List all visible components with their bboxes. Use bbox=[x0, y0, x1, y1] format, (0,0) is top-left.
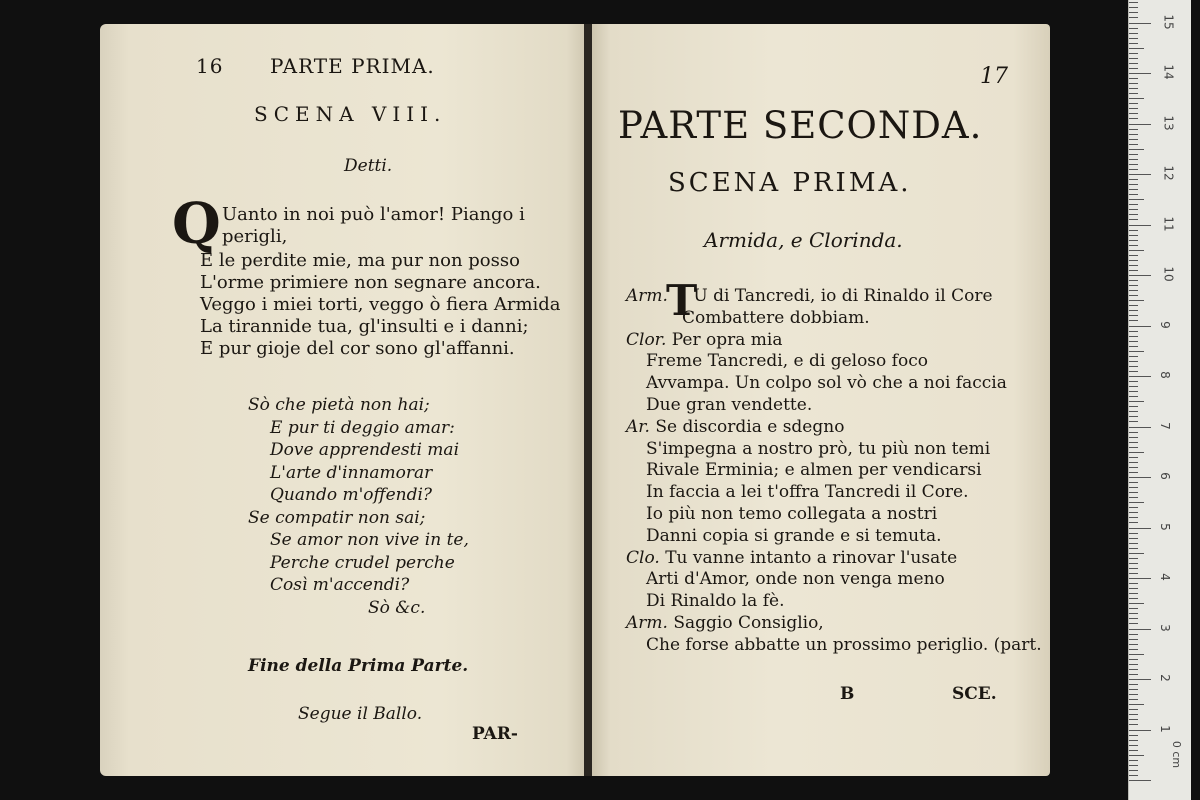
end-of-part-note: Fine della Prima Parte. bbox=[248, 656, 469, 676]
ruler-tick bbox=[1129, 154, 1138, 155]
ruler-tick bbox=[1129, 108, 1138, 109]
ruler-tick bbox=[1129, 295, 1138, 296]
ruler-tick bbox=[1129, 113, 1138, 114]
ruler-tick bbox=[1129, 401, 1144, 402]
dialogue-line bbox=[626, 439, 1042, 461]
ruler-tick bbox=[1129, 608, 1138, 609]
open-book bbox=[100, 24, 1052, 776]
ruler-tick bbox=[1129, 730, 1151, 731]
ruler-tick bbox=[1129, 704, 1144, 705]
ruler-tick bbox=[1129, 735, 1138, 736]
ruler-tick bbox=[1129, 149, 1144, 150]
ruler-tick bbox=[1129, 745, 1138, 746]
speaker-label: Clor. bbox=[626, 329, 672, 350]
speaker-label: Arm. bbox=[626, 286, 674, 306]
dialogue-line bbox=[626, 591, 1042, 613]
ruler-tick bbox=[1129, 219, 1138, 220]
dialogue-text: Arti d'Amor, onde non venga meno bbox=[646, 569, 945, 590]
aria-line: Dove apprendesti mai bbox=[270, 440, 460, 460]
ruler-tick bbox=[1129, 386, 1138, 387]
aria-line: Se compatir non sai; bbox=[248, 507, 426, 528]
ruler-number: 1 bbox=[1157, 724, 1172, 733]
ruler-number: 2 bbox=[1157, 674, 1172, 682]
ruler-tick bbox=[1129, 214, 1138, 215]
ruler-number: 5 bbox=[1157, 522, 1172, 531]
ruler-tick bbox=[1129, 290, 1138, 291]
ruler-tick bbox=[1129, 760, 1138, 761]
ruler-tick bbox=[1129, 194, 1138, 195]
ruler-tick bbox=[1129, 336, 1138, 337]
ruler-tick bbox=[1129, 235, 1138, 236]
ruler-tick bbox=[1129, 78, 1138, 79]
ruler-tick bbox=[1129, 487, 1138, 488]
dialogue-text: Due gran vendette. bbox=[646, 394, 813, 415]
ruler-tick bbox=[1129, 53, 1138, 54]
ruler-tick bbox=[1129, 512, 1138, 513]
ruler-tick bbox=[1129, 724, 1138, 725]
ruler-number: 10 bbox=[1161, 266, 1176, 282]
aria-line: Se amor non vive in te, bbox=[270, 530, 469, 550]
verse-block bbox=[200, 250, 561, 360]
ruler-tick bbox=[1129, 593, 1138, 594]
ruler-tick bbox=[1129, 169, 1138, 170]
ruler-tick bbox=[1129, 48, 1144, 49]
ruler-tick bbox=[1129, 563, 1138, 564]
ruler-tick bbox=[1129, 755, 1144, 756]
ruler-tick bbox=[1129, 356, 1138, 357]
ruler-tick bbox=[1129, 391, 1138, 392]
ruler-tick bbox=[1129, 341, 1138, 342]
ruler-tick bbox=[1129, 634, 1138, 635]
aria-line: L'arte d'innamorar bbox=[270, 462, 433, 483]
ruler-tick bbox=[1129, 442, 1138, 443]
ruler-number: 6 bbox=[1157, 472, 1172, 480]
speaker-label: Clo. bbox=[626, 547, 666, 568]
dialogue-text: U di Tancredi, io di Rinaldo il Core bbox=[693, 286, 993, 306]
ruler-tick bbox=[1129, 573, 1138, 574]
ruler-tick bbox=[1129, 649, 1138, 650]
dialogue-line bbox=[626, 635, 1042, 657]
dialogue-line bbox=[626, 351, 1042, 373]
ruler-tick bbox=[1129, 189, 1138, 190]
ruler-tick bbox=[1129, 714, 1138, 715]
ruler-number: 15 bbox=[1161, 13, 1176, 30]
ruler-tick bbox=[1129, 93, 1138, 94]
dialogue-line bbox=[626, 373, 1042, 395]
dialogue-text: Freme Tancredi, e di geloso foco bbox=[646, 351, 928, 372]
ruler-tick bbox=[1129, 775, 1138, 776]
part-title: PARTE SECONDA. bbox=[618, 104, 983, 147]
dialogue-text: Che forse abbatte un prossimo periglio. (part. bbox=[646, 634, 1042, 655]
ruler-tick bbox=[1129, 134, 1138, 135]
ruler-tick bbox=[1129, 467, 1138, 468]
dialogue-line bbox=[626, 548, 1042, 570]
left-page-number: 16 bbox=[196, 54, 224, 78]
ruler-tick bbox=[1129, 270, 1138, 271]
ruler-tick bbox=[1129, 58, 1138, 59]
ruler-tick bbox=[1129, 548, 1138, 549]
ruler-tick bbox=[1129, 664, 1138, 665]
ruler-tick bbox=[1129, 416, 1138, 417]
ruler-tick bbox=[1129, 629, 1151, 630]
ruler-tick bbox=[1129, 709, 1138, 710]
ruler-tick bbox=[1129, 17, 1138, 18]
ruler-tick bbox=[1129, 654, 1144, 655]
ruler-tick bbox=[1129, 689, 1138, 690]
ruler-tick bbox=[1129, 366, 1138, 367]
ruler-number: 3 bbox=[1157, 623, 1172, 632]
right-page bbox=[592, 24, 1050, 776]
ruler-tick bbox=[1129, 447, 1138, 448]
ruler-tick bbox=[1129, 28, 1138, 29]
ruler-tick bbox=[1129, 533, 1138, 534]
verse-line: E pur gioje del cor sono gl'affanni. bbox=[200, 338, 515, 359]
ruler-tick bbox=[1129, 583, 1138, 584]
ruler-tick bbox=[1129, 305, 1138, 306]
ruler-tick bbox=[1129, 411, 1138, 412]
ruler-tick bbox=[1129, 427, 1151, 428]
dialogue-block bbox=[626, 276, 1042, 657]
right-scene-title: SCENA PRIMA. bbox=[668, 168, 912, 198]
right-catchword: SCE. bbox=[952, 684, 997, 704]
ruler-tick bbox=[1129, 522, 1138, 523]
aria-line: Sò &c. bbox=[368, 597, 426, 618]
speaker-label: Ar. bbox=[626, 416, 656, 437]
dialogue-drop-cap: T bbox=[666, 276, 698, 325]
ruler-number: 13 bbox=[1161, 114, 1176, 131]
ruler-tick bbox=[1129, 225, 1151, 226]
ruler-tick bbox=[1129, 543, 1138, 544]
ruler-tick bbox=[1129, 603, 1144, 604]
ruler-tick bbox=[1129, 12, 1138, 13]
verse-line-first: Uanto in noi può l'amor! Piango i bbox=[222, 204, 525, 225]
ruler-tick bbox=[1129, 770, 1138, 771]
ruler-tick bbox=[1129, 381, 1138, 382]
ruler-tick bbox=[1129, 482, 1138, 483]
ruler-tick bbox=[1129, 472, 1138, 473]
ruler-tick bbox=[1129, 98, 1144, 99]
dialogue-line bbox=[626, 330, 1042, 352]
ruler-tick bbox=[1129, 421, 1138, 422]
ruler-tick bbox=[1129, 63, 1138, 64]
ruler-tick bbox=[1129, 139, 1138, 140]
aria-line: E pur ti deggio amar: bbox=[270, 417, 455, 438]
ruler-number: 8 bbox=[1157, 371, 1172, 379]
ruler-tick bbox=[1129, 578, 1151, 579]
ruler-tick bbox=[1129, 694, 1138, 695]
ruler-tick bbox=[1129, 644, 1138, 645]
ruler-tick bbox=[1129, 88, 1138, 89]
verse-line: La tirannide tua, gl'insulti e i danni; bbox=[200, 316, 529, 337]
ruler-tick bbox=[1129, 674, 1138, 675]
verse-line: E le perdite mie, ma pur non posso bbox=[200, 250, 520, 271]
ruler-tick bbox=[1129, 83, 1138, 84]
ruler-tick bbox=[1129, 396, 1138, 397]
ruler-tick bbox=[1129, 623, 1138, 624]
ruler-tick bbox=[1129, 43, 1138, 44]
ruler-tick bbox=[1129, 280, 1138, 281]
ruler-tick bbox=[1129, 204, 1138, 205]
dialogue-line bbox=[626, 613, 1042, 635]
ruler-tick bbox=[1129, 320, 1138, 321]
ruler-tick bbox=[1129, 598, 1138, 599]
ruler-tick bbox=[1129, 613, 1138, 614]
dialogue-text: Rivale Erminia; e almen per vendicarsi bbox=[646, 460, 982, 481]
ruler-tick bbox=[1129, 68, 1138, 69]
ruler-tick bbox=[1129, 260, 1138, 261]
ruler-tick bbox=[1129, 568, 1138, 569]
dialogue-text: Combattere dobbiam. bbox=[682, 307, 870, 328]
ruler-tick bbox=[1129, 124, 1151, 125]
left-characters: Detti. bbox=[344, 156, 393, 176]
ruler-tick bbox=[1129, 699, 1138, 700]
ruler-tick bbox=[1129, 684, 1138, 685]
right-page-number: 17 bbox=[980, 64, 1008, 89]
ruler-tick bbox=[1129, 164, 1138, 165]
ruler-tick bbox=[1129, 719, 1138, 720]
dialogue-text: Per opra mia bbox=[671, 329, 783, 350]
aria-line: Perche crudel perche bbox=[270, 552, 455, 573]
ruler-tick bbox=[1129, 452, 1144, 453]
aria-line: Così m'accendi? bbox=[270, 575, 410, 595]
dialogue-text: Danni copia si grande e si temuta. bbox=[646, 525, 942, 546]
left-running-head: PARTE PRIMA. bbox=[270, 54, 435, 78]
ruler-tick bbox=[1129, 144, 1138, 145]
ruler-tick bbox=[1129, 300, 1144, 301]
right-characters: Armida, e Clorinda. bbox=[704, 228, 903, 252]
ruler-tick bbox=[1129, 492, 1138, 493]
measuring-ruler bbox=[1128, 0, 1191, 800]
dialogue-line bbox=[626, 417, 1042, 439]
ruler-number: 9 bbox=[1157, 320, 1172, 329]
aria-block bbox=[248, 394, 469, 619]
ruler-tick bbox=[1129, 33, 1138, 34]
ruler-number: 7 bbox=[1157, 421, 1172, 430]
ruler-tick bbox=[1129, 310, 1138, 311]
ruler-tick bbox=[1129, 437, 1138, 438]
dialogue-line bbox=[626, 308, 1042, 330]
ruler-tick bbox=[1129, 659, 1138, 660]
ruler-tick bbox=[1129, 780, 1151, 781]
ruler-tick bbox=[1129, 371, 1138, 372]
ruler-tick bbox=[1129, 457, 1138, 458]
dialogue-line bbox=[626, 526, 1042, 548]
ruler-tick bbox=[1129, 159, 1138, 160]
dialogue-text: Saggio Consiglio, bbox=[673, 612, 824, 633]
dialogue-line bbox=[626, 482, 1042, 504]
left-catchword: PAR- bbox=[472, 724, 518, 744]
ruler-tick bbox=[1129, 639, 1138, 640]
ruler-tick bbox=[1129, 315, 1138, 316]
dialogue-text: In faccia a lei t'offra Tancredi il Core. bbox=[646, 482, 969, 503]
ruler-tick bbox=[1129, 351, 1144, 352]
ruler-tick bbox=[1129, 230, 1138, 231]
aria-line: Sò che pietà non hai; bbox=[248, 395, 430, 415]
verse-line: L'orme primiere non segnare ancora. bbox=[200, 272, 541, 293]
ruler-tick bbox=[1129, 245, 1138, 246]
ruler-tick bbox=[1129, 553, 1144, 554]
ruler-number: 14 bbox=[1161, 64, 1176, 80]
ruler-tick bbox=[1129, 209, 1138, 210]
ruler-tick bbox=[1129, 558, 1138, 559]
ruler-tick bbox=[1129, 588, 1138, 589]
ruler-tick bbox=[1129, 118, 1138, 119]
ruler-tick bbox=[1129, 285, 1138, 286]
ruler-number: 12 bbox=[1161, 165, 1176, 181]
ruler-tick bbox=[1129, 129, 1138, 130]
speaker-label: Arm. bbox=[626, 612, 674, 633]
verse-line: Veggo i miei torti, veggo ò fiera Armida bbox=[200, 294, 561, 315]
ruler-tick bbox=[1129, 199, 1144, 200]
ruler-tick bbox=[1129, 361, 1138, 362]
dialogue-line bbox=[626, 504, 1042, 526]
aria-line: Quando m'offendi? bbox=[270, 485, 433, 505]
ruler-tick bbox=[1129, 517, 1138, 518]
ruler-tick bbox=[1129, 103, 1138, 104]
ruler-tick bbox=[1129, 346, 1138, 347]
ruler-tick bbox=[1129, 331, 1138, 332]
ruler-tick bbox=[1129, 184, 1138, 185]
ruler-number: 4 bbox=[1157, 573, 1172, 581]
ruler-number: 11 bbox=[1161, 215, 1176, 232]
ruler-tick bbox=[1129, 240, 1138, 241]
verse-line-first-cont: perigli, bbox=[222, 226, 288, 247]
signature-mark: B bbox=[840, 684, 855, 704]
dialogue-line bbox=[626, 569, 1042, 591]
ruler-tick bbox=[1129, 497, 1138, 498]
ruler-tick bbox=[1129, 38, 1138, 39]
ruler-tick bbox=[1129, 275, 1151, 276]
ruler-tick bbox=[1129, 618, 1138, 619]
ruler-tick bbox=[1129, 462, 1138, 463]
ruler-tick bbox=[1129, 7, 1138, 8]
dialogue-text: Avvampa. Un colpo sol vò che a noi faccia bbox=[646, 373, 1007, 394]
ruler-tick bbox=[1129, 750, 1138, 751]
ruler-tick bbox=[1129, 250, 1144, 251]
ruler-tick bbox=[1129, 265, 1138, 266]
ruler-tick bbox=[1129, 432, 1138, 433]
ruler-tick bbox=[1129, 502, 1144, 503]
ruler-tick bbox=[1129, 73, 1151, 74]
ruler-tick bbox=[1129, 679, 1151, 680]
ruler-tick bbox=[1129, 23, 1151, 24]
ruler-tick bbox=[1129, 2, 1138, 3]
dialogue-text: Di Rinaldo la fè. bbox=[646, 591, 785, 612]
ruler-tick bbox=[1129, 174, 1151, 175]
left-drop-cap: Q bbox=[172, 191, 221, 257]
dialogue-line bbox=[626, 395, 1042, 417]
ruler-tick bbox=[1129, 406, 1138, 407]
ruler-tick bbox=[1129, 669, 1138, 670]
ruler-tick bbox=[1129, 376, 1151, 377]
ruler-tick bbox=[1129, 538, 1138, 539]
dialogue-line bbox=[626, 460, 1042, 482]
dialogue-text: Tu vanne intanto a rinovar l'usate bbox=[665, 547, 958, 568]
ruler-tick bbox=[1129, 326, 1151, 327]
ruler-tick bbox=[1129, 179, 1138, 180]
ruler-tick bbox=[1129, 507, 1138, 508]
ruler-tick bbox=[1129, 477, 1151, 478]
ballet-note: Segue il Ballo. bbox=[298, 704, 423, 724]
ruler-tick bbox=[1129, 255, 1138, 256]
left-scene-title: SCENA VIII. bbox=[254, 102, 447, 126]
left-page bbox=[100, 24, 586, 776]
dialogue-text: Se discordia e sdegno bbox=[655, 416, 845, 437]
ruler-tick bbox=[1129, 740, 1138, 741]
ruler-unit-label: 0 cm bbox=[1170, 740, 1184, 769]
ruler-tick bbox=[1129, 528, 1151, 529]
dialogue-text: S'impegna a nostro prò, tu più non temi bbox=[646, 438, 991, 459]
ruler-tick bbox=[1129, 765, 1138, 766]
dialogue-text: Io più non temo collegata a nostri bbox=[646, 503, 938, 524]
